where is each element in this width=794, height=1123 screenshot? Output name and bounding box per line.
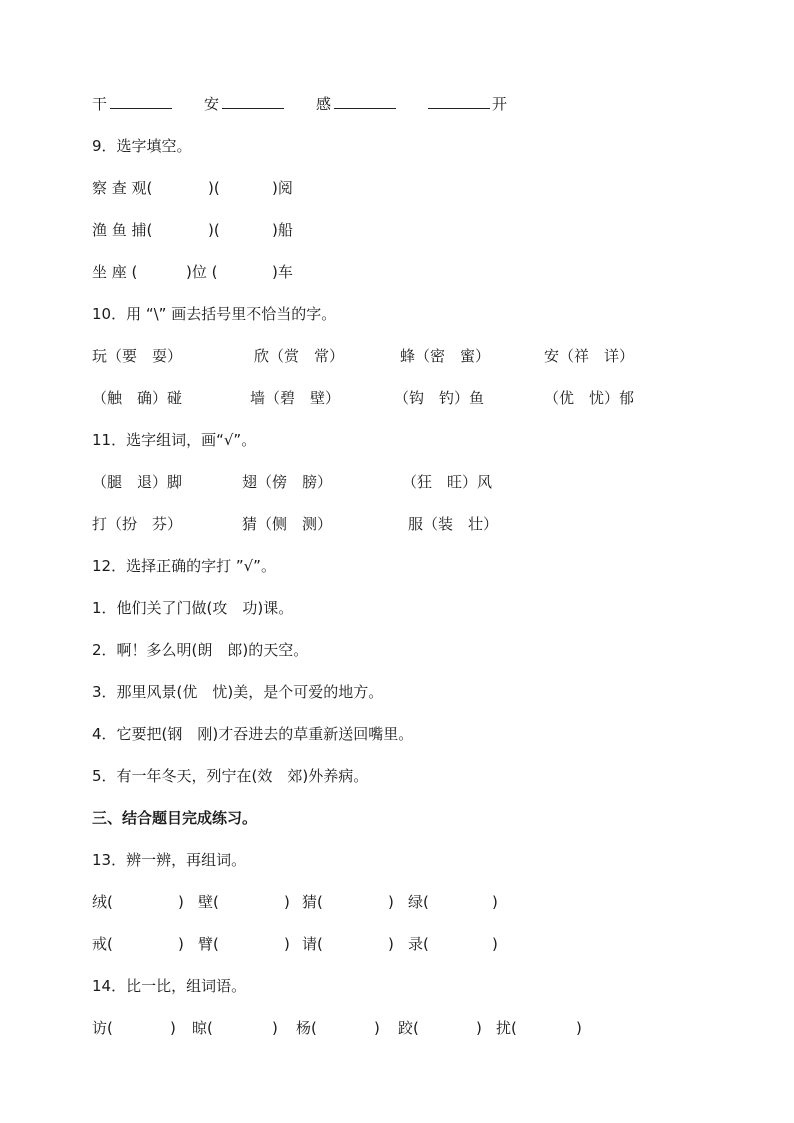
q14-w5-close[interactable]: ) — [576, 1019, 582, 1037]
q13-r1-w3: 猜( — [302, 893, 323, 911]
q14-title-text: 14．比一比，组词语。 — [92, 977, 247, 995]
q9-title-text: 9．选字填空。 — [92, 137, 192, 155]
q10-title-text: 10．用 “\” 画去括号里不恰当的字。 — [92, 305, 337, 323]
q14-w4: 跤( — [398, 1019, 419, 1037]
q10-title — [92, 302, 754, 326]
q13-r1-w2: 壁( — [198, 893, 219, 911]
q13-r1-w1: 绒( — [92, 893, 113, 911]
q9-row-1 — [92, 176, 754, 200]
q9-r2-c: )船 — [272, 221, 293, 239]
q11-r2-item-2[interactable]: 猜（侧 测） — [242, 515, 333, 533]
q10-r2-item-4[interactable]: （优 忧）郁 — [544, 389, 635, 407]
q13-r2-w1: 戒( — [92, 935, 113, 953]
q12-title-text: 12．选择正确的字打 ”√”。 — [92, 557, 276, 575]
fill-blank-row — [92, 92, 754, 116]
q14-w4-close[interactable]: ) — [476, 1019, 482, 1037]
q13-row-1 — [92, 890, 754, 914]
char-an: 安 — [204, 95, 220, 113]
q10-r1-item-2[interactable]: 欣（赏 常） — [254, 347, 345, 365]
char-gan2: 感 — [316, 95, 332, 113]
q12-item-2 — [92, 638, 754, 662]
q9-row-2 — [92, 218, 754, 242]
q9-r2-a: 渔 鱼 捕( — [92, 221, 153, 239]
q11-r2-item-1[interactable]: 打（扮 芬） — [92, 515, 183, 533]
q12-item-1-text[interactable]: 1．他们关了门做(攻 功)课。 — [92, 599, 294, 617]
q9-r2-b[interactable]: )( — [208, 221, 220, 239]
q13-r2-w2: 臂( — [198, 935, 219, 953]
q12-item-3 — [92, 680, 754, 704]
q9-r1-b[interactable]: )( — [208, 179, 220, 197]
q12-item-4 — [92, 722, 754, 746]
q13-r2-w3-close[interactable]: ) — [388, 935, 394, 953]
section-3-title: 三、结合题目完成练习。 — [92, 809, 258, 827]
q13-title — [92, 848, 754, 872]
q12-item-5-text[interactable]: 5．有一年冬天，列宁在(效 郊)外养病。 — [92, 767, 369, 785]
q12-title — [92, 554, 754, 578]
blank-3[interactable] — [334, 92, 396, 109]
section-3-heading — [92, 806, 754, 830]
q14-w2-close[interactable]: ) — [272, 1019, 278, 1037]
q10-r1-item-1[interactable]: 玩（要 耍） — [92, 347, 183, 365]
q13-r1-w4-close[interactable]: ) — [492, 893, 498, 911]
q13-r2-w3: 请( — [302, 935, 323, 953]
q11-r1-item-2[interactable]: 翅（傍 膀） — [242, 473, 333, 491]
q13-r1-w2-close[interactable]: ) — [284, 893, 290, 911]
q10-r2-item-3[interactable]: （钩 钓）鱼 — [394, 389, 485, 407]
q9-r3-b[interactable]: )位 ( — [186, 263, 218, 281]
q11-r1-item-3[interactable]: （狂 旺）风 — [402, 473, 493, 491]
q14-w5: 扰( — [496, 1019, 517, 1037]
q14-w3-close[interactable]: ) — [374, 1019, 380, 1037]
blank-2[interactable] — [222, 92, 284, 109]
q13-r2-w4-close[interactable]: ) — [492, 935, 498, 953]
q12-item-1 — [92, 596, 754, 620]
q12-item-5 — [92, 764, 754, 788]
q9-r1-c: )阅 — [272, 179, 293, 197]
q13-title-text: 13．辨一辨，再组词。 — [92, 851, 247, 869]
q10-row-1 — [92, 344, 754, 368]
q9-title — [92, 134, 754, 158]
q13-r1-w3-close[interactable]: ) — [388, 893, 394, 911]
q14-title — [92, 974, 754, 998]
char-kai: 开 — [492, 95, 508, 113]
q13-r1-w1-close[interactable]: ) — [178, 893, 184, 911]
q9-r1-a: 察 查 观( — [92, 179, 153, 197]
q12-item-3-text[interactable]: 3．那里风景(优 忧)美，是个可爱的地方。 — [92, 683, 384, 701]
q11-title — [92, 428, 754, 452]
q14-w2: 晾( — [192, 1019, 213, 1037]
blank-1[interactable] — [110, 92, 172, 109]
q14-w1-close[interactable]: ) — [170, 1019, 176, 1037]
q13-r1-w4: 绿( — [408, 893, 429, 911]
q10-r1-item-3[interactable]: 蜂（密 蜜） — [400, 347, 491, 365]
q10-row-2 — [92, 386, 754, 410]
q9-row-3 — [92, 260, 754, 284]
q14-row-1 — [92, 1016, 754, 1040]
q14-w1: 访( — [92, 1019, 113, 1037]
q11-r2-item-3[interactable]: 服（装 壮） — [408, 515, 499, 533]
q10-r1-item-4[interactable]: 安（祥 详） — [544, 347, 635, 365]
q13-row-2 — [92, 932, 754, 956]
q12-item-2-text[interactable]: 2．啊！多么明(朗 郎)的天空。 — [92, 641, 309, 659]
q10-r2-item-1[interactable]: （触 确）碰 — [92, 389, 183, 407]
q13-r2-w1-close[interactable]: ) — [178, 935, 184, 953]
q9-r3-c: )车 — [272, 263, 293, 281]
q13-r2-w2-close[interactable]: ) — [284, 935, 290, 953]
q11-r1-item-1[interactable]: （腿 退）脚 — [92, 473, 183, 491]
q11-row-2 — [92, 512, 754, 536]
q13-r2-w4: 录( — [408, 935, 429, 953]
char-gan: 干 — [92, 95, 108, 113]
q12-item-4-text[interactable]: 4．它要把(钢 刚)才吞进去的草重新送回嘴里。 — [92, 725, 414, 743]
q11-row-1 — [92, 470, 754, 494]
q10-r2-item-2[interactable]: 墙（碧 壁） — [250, 389, 341, 407]
q9-r3-a: 坐 座 ( — [92, 263, 138, 281]
blank-4[interactable] — [428, 92, 490, 109]
q14-w3: 杨( — [296, 1019, 317, 1037]
q11-title-text: 11．选字组词，画“√”。 — [92, 431, 257, 449]
